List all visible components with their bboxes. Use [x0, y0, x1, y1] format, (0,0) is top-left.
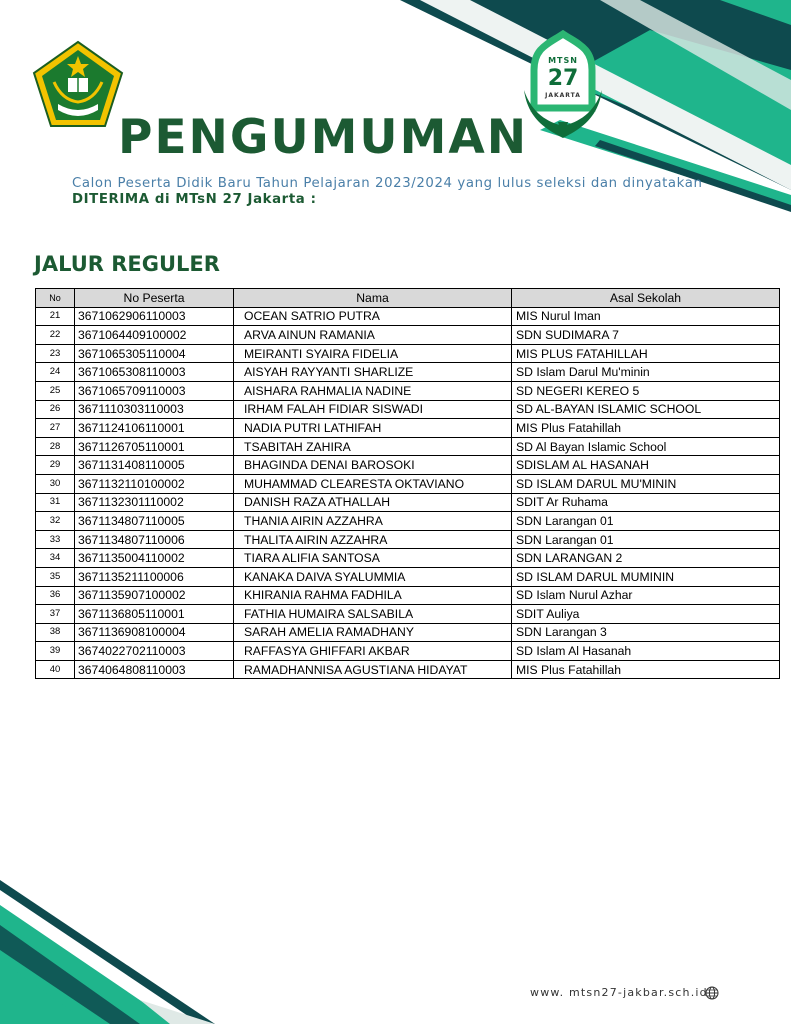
- cell-asal-sekolah: SDN SUDIMARA 7: [512, 326, 780, 345]
- cell-asal-sekolah: MIS Nurul Iman: [512, 307, 780, 326]
- cell-no: 27: [36, 419, 75, 438]
- cell-no: 28: [36, 437, 75, 456]
- cell-nama: BHAGINDA DENAI BAROSOKI: [234, 456, 512, 475]
- cell-no: 37: [36, 605, 75, 624]
- results-table: [35, 288, 780, 679]
- cell-no: 25: [36, 381, 75, 400]
- cell-no: 38: [36, 623, 75, 642]
- header-no-peserta: No Peserta: [75, 289, 234, 308]
- cell-nama: KANAKA DAIVA SYALUMMIA: [234, 567, 512, 586]
- table-row: [36, 326, 780, 345]
- cell-no: 34: [36, 549, 75, 568]
- table-row: [36, 344, 780, 363]
- table-row: [36, 419, 780, 438]
- cell-nama: THALITA AIRIN AZZAHRA: [234, 530, 512, 549]
- cell-asal-sekolah: SD ISLAM DARUL MUMININ: [512, 567, 780, 586]
- table-row: [36, 567, 780, 586]
- globe-icon: [705, 986, 719, 1000]
- cell-no-peserta: 3671065709110003: [75, 381, 234, 400]
- cell-no-peserta: 3671065305110004: [75, 344, 234, 363]
- table-row: [36, 363, 780, 382]
- cell-asal-sekolah: MIS PLUS FATAHILLAH: [512, 344, 780, 363]
- cell-nama: RAMADHANNISA AGUSTIANA HIDAYAT: [234, 660, 512, 679]
- header-no: No: [36, 289, 75, 308]
- cell-no-peserta: 3671136908100004: [75, 623, 234, 642]
- cell-asal-sekolah: SDIT Ar Ruhama: [512, 493, 780, 512]
- cell-nama: ARVA AINUN RAMANIA: [234, 326, 512, 345]
- table-row: [36, 493, 780, 512]
- cell-no-peserta: 3671135907100002: [75, 586, 234, 605]
- cell-no-peserta: 3671134807110005: [75, 512, 234, 531]
- mtsn-27-logo-icon: [518, 30, 608, 142]
- cell-nama: TSABITAH ZAHIRA: [234, 437, 512, 456]
- cell-nama: SARAH AMELIA RAMADHANY: [234, 623, 512, 642]
- cell-no-peserta: 3671135004110002: [75, 549, 234, 568]
- table-row: [36, 437, 780, 456]
- table-row: [36, 549, 780, 568]
- cell-no-peserta: 3671136805110001: [75, 605, 234, 624]
- table-row: [36, 512, 780, 531]
- cell-asal-sekolah: SD AL-BAYAN ISLAMIC SCHOOL: [512, 400, 780, 419]
- cell-no: 26: [36, 400, 75, 419]
- table-body: [36, 307, 780, 679]
- table-row: [36, 400, 780, 419]
- table-row: [36, 381, 780, 400]
- table-row: [36, 307, 780, 326]
- table-row: [36, 642, 780, 661]
- cell-no: 40: [36, 660, 75, 679]
- cell-no: 30: [36, 474, 75, 493]
- cell-asal-sekolah: SD Islam Al Hasanah: [512, 642, 780, 661]
- table-row: [36, 456, 780, 475]
- cell-no: 33: [36, 530, 75, 549]
- cell-nama: IRHAM FALAH FIDIAR SISWADI: [234, 400, 512, 419]
- cell-no-peserta: 3671062906110003: [75, 307, 234, 326]
- header-asal-sekolah: Asal Sekolah: [512, 289, 780, 308]
- cell-asal-sekolah: SDN Larangan 01: [512, 512, 780, 531]
- cell-asal-sekolah: MIS Plus Fatahillah: [512, 419, 780, 438]
- table-row: [36, 474, 780, 493]
- table-row: [36, 660, 780, 679]
- cell-no: 23: [36, 344, 75, 363]
- cell-nama: KHIRANIA RAHMA FADHILA: [234, 586, 512, 605]
- cell-no: 39: [36, 642, 75, 661]
- cell-no-peserta: 3671065308110003: [75, 363, 234, 382]
- cell-no: 29: [36, 456, 75, 475]
- cell-no: 22: [36, 326, 75, 345]
- cell-nama: DANISH RAZA ATHALLAH: [234, 493, 512, 512]
- cell-nama: AISYAH RAYYANTI SHARLIZE: [234, 363, 512, 382]
- mtsn-logo-city: JAKARTA: [545, 92, 581, 99]
- cell-asal-sekolah: SD Al Bayan Islamic School: [512, 437, 780, 456]
- cell-no: 32: [36, 512, 75, 531]
- cell-nama: MEIRANTI SYAIRA FIDELIA: [234, 344, 512, 363]
- table-row: [36, 605, 780, 624]
- cell-no-peserta: 3671132301110002: [75, 493, 234, 512]
- cell-asal-sekolah: SDISLAM AL HASANAH: [512, 456, 780, 475]
- cell-asal-sekolah: SDIT Auliya: [512, 605, 780, 624]
- cell-no: 31: [36, 493, 75, 512]
- cell-nama: NADIA PUTRI LATHIFAH: [234, 419, 512, 438]
- cell-nama: MUHAMMAD CLEARESTA OKTAVIANO: [234, 474, 512, 493]
- announcement-subtitle: [72, 176, 712, 208]
- cell-no-peserta: 3671124106110001: [75, 419, 234, 438]
- cell-no-peserta: 3671135211100006: [75, 567, 234, 586]
- cell-nama: RAFFASYA GHIFFARI AKBAR: [234, 642, 512, 661]
- section-title: JALUR REGULER: [34, 252, 220, 276]
- cell-no: 36: [36, 586, 75, 605]
- cell-nama: OCEAN SATRIO PUTRA: [234, 307, 512, 326]
- mtsn-logo-top-text: MTSN: [548, 56, 578, 65]
- cell-nama: AISHARA RAHMALIA NADINE: [234, 381, 512, 400]
- cell-no-peserta: 3671064409100002: [75, 326, 234, 345]
- kemenag-emblem-icon: [32, 40, 124, 128]
- table-row: [36, 586, 780, 605]
- cell-asal-sekolah: SD ISLAM DARUL MU'MININ: [512, 474, 780, 493]
- table-row: [36, 530, 780, 549]
- header-nama: Nama: [234, 289, 512, 308]
- website-url: www. mtsn27-jakbar.sch.id: [530, 986, 708, 999]
- cell-no-peserta: 3671126705110001: [75, 437, 234, 456]
- cell-no: 21: [36, 307, 75, 326]
- table-row: [36, 623, 780, 642]
- subtitle-lead: Calon Peserta Didik Baru Tahun Pelajaran 2023/2024 yang lulus seleksi dan dinyatakan: [72, 176, 703, 191]
- cell-nama: FATHIA HUMAIRA SALSABILA: [234, 605, 512, 624]
- cell-asal-sekolah: SDN Larangan 01: [512, 530, 780, 549]
- page-title: PENGUMUMAN: [118, 110, 529, 165]
- cell-nama: THANIA AIRIN AZZAHRA: [234, 512, 512, 531]
- cell-asal-sekolah: SD Islam Darul Mu'minin: [512, 363, 780, 382]
- cell-no: 35: [36, 567, 75, 586]
- cell-no-peserta: 3671131408110005: [75, 456, 234, 475]
- cell-no-peserta: 3674022702110003: [75, 642, 234, 661]
- cell-asal-sekolah: MIS Plus Fatahillah: [512, 660, 780, 679]
- subtitle-emphasis: DITERIMA di MTsN 27 Jakarta :: [72, 192, 317, 207]
- cell-asal-sekolah: SDN LARANGAN 2: [512, 549, 780, 568]
- cell-no-peserta: 3671134807110006: [75, 530, 234, 549]
- cell-no-peserta: 3671110303110003: [75, 400, 234, 419]
- mtsn-logo-number: 27: [547, 66, 579, 91]
- cell-no-peserta: 3671132110100002: [75, 474, 234, 493]
- cell-asal-sekolah: SDN Larangan 3: [512, 623, 780, 642]
- cell-no-peserta: 3674064808110003: [75, 660, 234, 679]
- cell-no: 24: [36, 363, 75, 382]
- cell-nama: TIARA ALIFIA SANTOSA: [234, 549, 512, 568]
- cell-asal-sekolah: SD NEGERI KEREO 5: [512, 381, 780, 400]
- cell-asal-sekolah: SD Islam Nurul Azhar: [512, 586, 780, 605]
- table-header-row: [36, 289, 780, 308]
